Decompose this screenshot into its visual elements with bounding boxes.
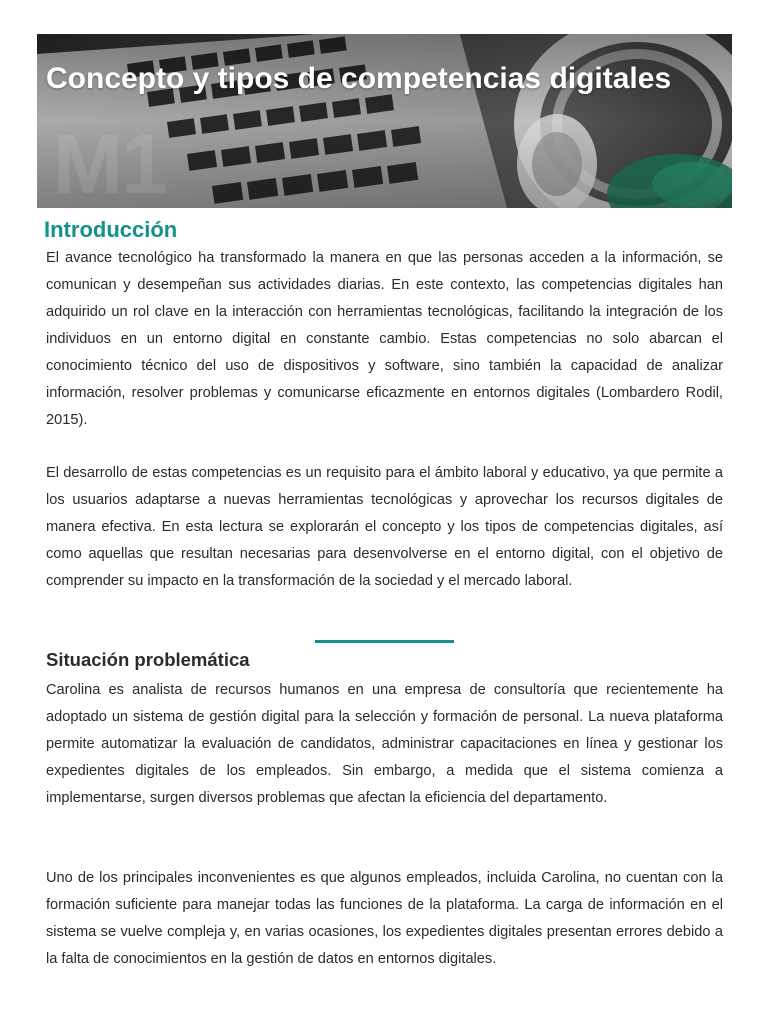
- section-divider: [315, 640, 454, 643]
- situation-heading: Situación problemática: [46, 649, 250, 670]
- page-title: Concepto y tipos de competencias digitales: [46, 62, 672, 95]
- intro-paragraph-2: El desarrollo de estas competencias es un requisito para el ámbito laboral y educativo, ya que permite a los usuarios adaptarse a nuevas herramientas tecnológicas y aprovechar los recursos digitales de manera efectiva. En esta lectura se explorarán el concepto y los tipos de competencias digitales, así como aquellas que resultan necesarias para desenvolverse en el entorno digital, con el objetivo de comprender su impacto en la transformación de la sociedad y el mercado laboral.: [46, 465, 723, 589]
- intro-heading: Introducción: [44, 217, 178, 242]
- module-watermark: M1: [53, 117, 166, 208]
- situation-paragraph-1: Carolina es analista de recursos humanos en una empresa de consultoría que recientemente ha adoptado un sistema de gestión digital para la selección y formación de personal. La nueva plataforma permite automatizar la evaluación de candidatos, administrar capacitaciones en línea y gestionar los expedientes digitales de los empleados. Sin embargo, a medida que el sistema comienza a implementarse, surgen diversos problemas que afectan la eficiencia del departamento.: [46, 682, 723, 806]
- situation-paragraph-2: Uno de los principales inconvenientes es que algunos empleados, incluida Carolina, no cuentan con la formación suficiente para manejar todas las funciones de la plataforma. La carga de información en el sistema se vuelve compleja y, en varias ocasiones, los expedientes digitales presentan errores debido a la falta de conocimientos en la gestión de datos en entornos digitales.: [46, 870, 723, 967]
- header-banner: [37, 34, 732, 208]
- intro-paragraph-1: El avance tecnológico ha transformado la manera en que las personas acceden a la información, se comunican y desempeñan sus actividades diarias. En este contexto, las competencias digitales han adquirido un rol clave en la interacción con herramientas tecnológicas, facilitando la integración de los individuos en un entorno digital en constante cambio. Estas competencias no solo abarcan el conocimiento técnico del uso de dispositivos y software, sino también la capacidad de analizar información, resolver problemas y comunicarse eficazmente en entornos digitales (Lombardero Rodil, 2015).: [46, 250, 723, 428]
